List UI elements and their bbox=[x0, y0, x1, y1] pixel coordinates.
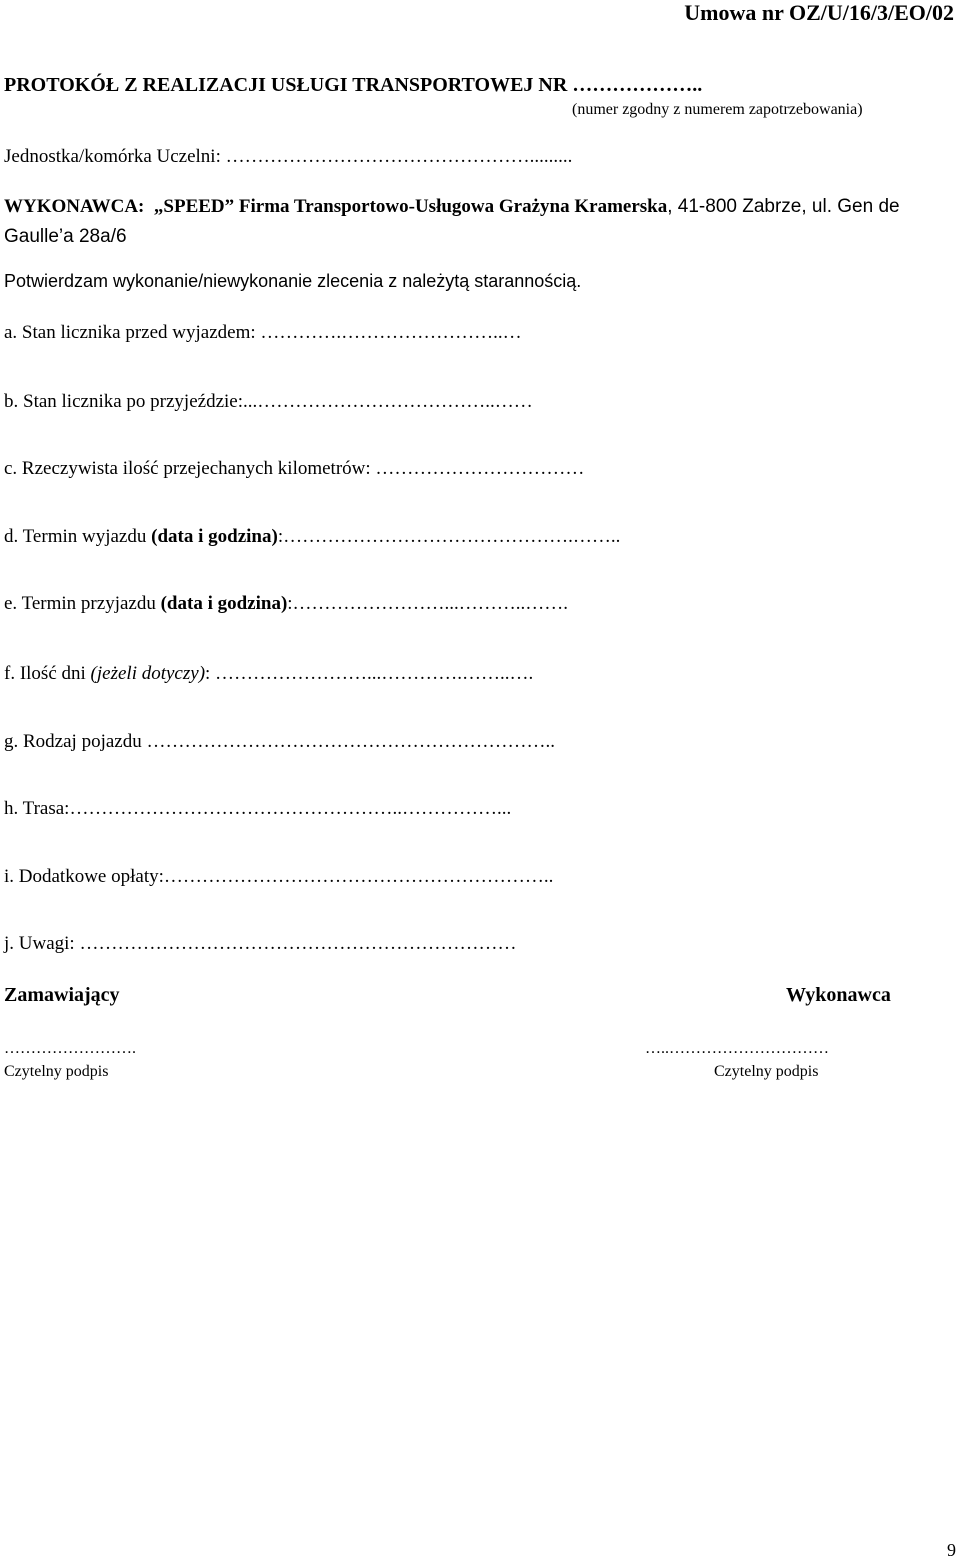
item-c: c. Rzeczywista ilość przejechanych kilometrów: …………………………… bbox=[4, 458, 585, 479]
signature-right-caption: Czytelny podpis bbox=[714, 1063, 819, 1080]
item-b: b. Stan licznika po przyjeździe:...………………………………..…… bbox=[4, 391, 533, 412]
unit-line: Jednostka/komórka Uczelni: …………………………………………......... bbox=[4, 146, 573, 167]
item-e-prefix: e. Termin przyjazdu bbox=[4, 593, 161, 614]
item-e-bold: (data i godzina) bbox=[160, 593, 288, 614]
document-title: PROTOKÓŁ Z REALIZACJI USŁUGI TRANSPORTOWEJ NR ……………….. bbox=[4, 74, 703, 96]
item-a: a. Stan licznika przed wyjazdem: ………….……………………..… bbox=[4, 322, 522, 343]
item-j: j. Uwagi: …………………………………………………………… bbox=[4, 933, 517, 954]
item-e bbox=[4, 593, 568, 615]
item-f-prefix: f. Ilość dni bbox=[4, 663, 91, 684]
confirm-text: Potwierdzam wykonanie/niewykonanie zlecenia z należytą starannością. bbox=[4, 271, 582, 291]
item-d-suffix: :……………………………………….…….. bbox=[277, 526, 621, 547]
signature-left-title: Zamawiający bbox=[4, 984, 120, 1006]
item-d-prefix: d. Termin wyjazdu bbox=[4, 526, 152, 547]
item-f-italic: (jeżeli dotyczy) bbox=[90, 663, 206, 684]
item-d bbox=[4, 526, 620, 548]
contractor-block bbox=[4, 192, 956, 252]
item-f-suffix: : ……………………...………….……..…. bbox=[205, 663, 534, 684]
item-g: g. Rodzaj pojazdu ……………………………………………………….. bbox=[4, 731, 555, 752]
signature-right-line: …..………………………… bbox=[645, 1040, 829, 1057]
contractor-label: WYKONAWCA: bbox=[4, 196, 145, 217]
contractor-company: „SPEED” Firma Transportowo-Usługowa Grażyna Kramerska bbox=[153, 196, 668, 217]
signature-right-title: Wykonawca bbox=[786, 984, 891, 1006]
contractor-address: , 41-800 Zabrze, ul. Gen de Gaulle’a 28a/6 bbox=[4, 196, 900, 247]
item-i: i. Dodatkowe opłaty:…………………………………………………….. bbox=[4, 866, 554, 887]
item-e-suffix: :……………………...………..……. bbox=[287, 593, 569, 614]
signature-left-line: ……………………. bbox=[4, 1040, 136, 1057]
item-d-bold: (data i godzina) bbox=[151, 526, 278, 547]
signature-left-caption: Czytelny podpis bbox=[4, 1063, 109, 1080]
page-number: 9 bbox=[947, 1540, 956, 1560]
title-note: (numer zgodny z numerem zapotrzebowania) bbox=[572, 101, 863, 118]
item-f bbox=[4, 663, 533, 685]
item-h: h. Trasa:……………………………………………..……………... bbox=[4, 798, 512, 819]
contract-number: Umowa nr OZ/U/16/3/EO/02 bbox=[684, 0, 954, 25]
